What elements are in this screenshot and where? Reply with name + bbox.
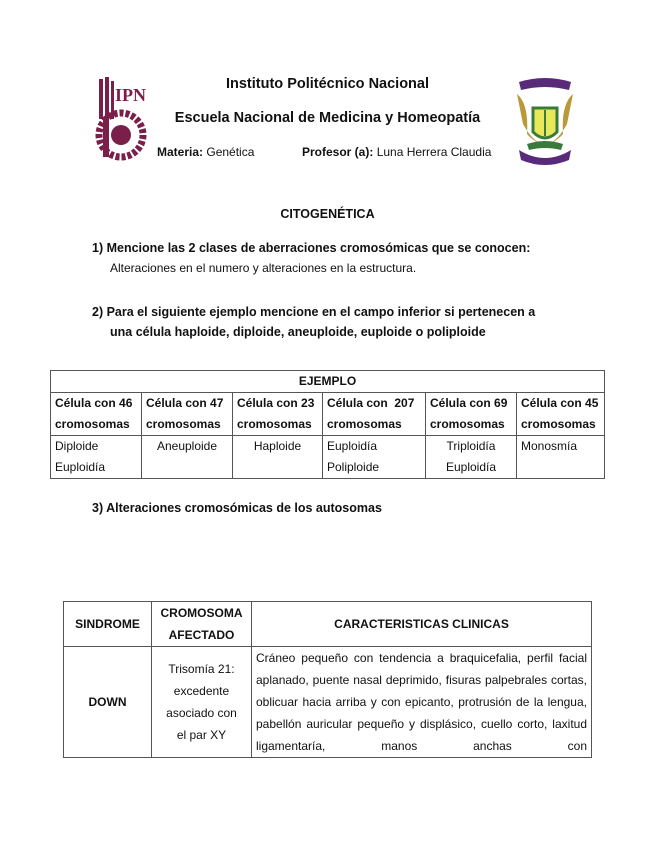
table-header-row [51, 393, 605, 436]
header-cell: cromosomas [237, 417, 312, 431]
header-cell: Célula con 46 [55, 396, 133, 410]
answer-cell: Euploidía [55, 460, 106, 474]
answer-cell: Poliploide [327, 460, 380, 474]
header-cell: cromosomas [55, 417, 130, 431]
example-table [50, 370, 605, 479]
header-cell: cromosomas [146, 417, 221, 431]
header-cell: Célula con 207 [327, 396, 415, 410]
svg-text:IPN: IPN [115, 85, 146, 105]
school-name: Escuela Nacional de Medicina y Homeopatía [174, 110, 481, 126]
header-cell: Célula con 23 [237, 396, 315, 410]
answer-1: Alteraciones en el numero y alteraciones en la estructura. [110, 261, 417, 275]
subject-value: Genética [206, 145, 255, 159]
header-afectado: AFECTADO [168, 628, 235, 642]
answer-cell: Monosmía [521, 439, 578, 453]
question-1: 1) Mencione las 2 clases de aberraciones cromosómicas que se conocen: [92, 241, 531, 255]
header-cell: cromosomas [327, 417, 402, 431]
caracteristicas-cell: Cráneo pequeño con tendencia a braquicefalia, perfil facial aplanado, puente nasal deprimido, fisuras palpebrales cortas, oblicuar hacia arriba y con epicanto, protrusión de la lengua, pabellón auricular pequeño y displásico, cuello corto, laxitud ligamentaría, manos anchas con [252, 647, 592, 758]
header-cell: cromosomas [521, 417, 596, 431]
table-header-row [64, 602, 592, 647]
cromosoma-line: Trisomía 21: [168, 662, 235, 676]
answer-cell: Aneuploide [156, 439, 218, 453]
question-2-line1: 2) Para el siguiente ejemplo mencione en el campo inferior si pertenecen a [92, 305, 536, 319]
institution-name: Instituto Politécnico Nacional [225, 76, 430, 92]
teacher [302, 145, 491, 159]
answer-cell: Haploide [253, 439, 302, 453]
question-3: 3) Alteraciones cromosómicas de los autosomas [92, 501, 382, 515]
header-cell: Célula con 69 [430, 396, 508, 410]
sindrome-cell: DOWN [64, 647, 152, 758]
header-cell: Célula con 47 [146, 396, 224, 410]
header-cell: cromosomas [430, 417, 505, 431]
subject [157, 145, 254, 159]
question-2-line2: una célula haploide, diploide, aneuploide, euploide o poliploide [110, 325, 486, 339]
cromosoma-line: asociado con [166, 706, 237, 720]
answer-cell: Triploidía [446, 439, 496, 453]
subject-label: Materia: [157, 145, 204, 159]
answer-cell: Euploidía [445, 460, 497, 474]
answer-cell: Diploide [55, 439, 99, 453]
teacher-label: Profesor (a): [302, 145, 374, 159]
table-row [64, 647, 592, 758]
autosomes-table [63, 601, 592, 758]
header-sindrome: SINDROME [64, 602, 152, 647]
teacher-value: Luna Herrera Claudia [376, 145, 492, 159]
document-title: CITOGENÉTICA [280, 207, 375, 221]
cromosoma-line: excedente [173, 684, 230, 698]
table-title: EJEMPLO [51, 371, 605, 393]
answer-cell: Euploidía [327, 439, 378, 453]
header-cromosoma: CROMOSOMA [160, 606, 243, 620]
table-row [51, 436, 605, 479]
header-caracteristicas: CARACTERISTICAS CLINICAS [252, 602, 592, 647]
cromosoma-line: el par XY [176, 728, 227, 742]
header-cell: Célula con 45 [521, 396, 599, 410]
